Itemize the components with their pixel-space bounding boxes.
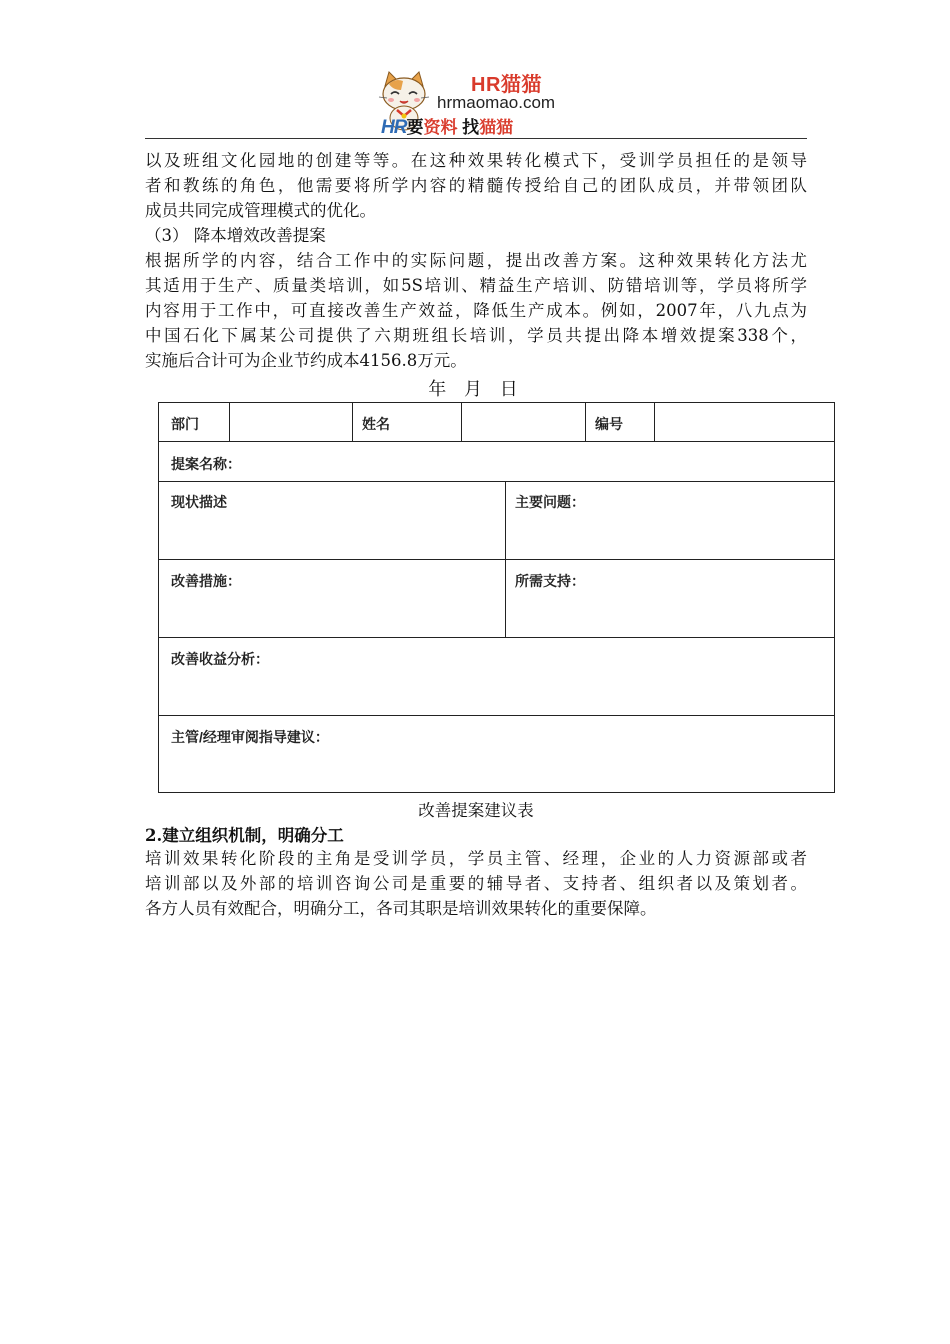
date-line: 年 月 日 xyxy=(428,379,524,400)
form-divider xyxy=(159,637,834,638)
text-line: 培训部以及外部的培训咨询公司是重要的辅导者、支持者、组织者以及策划者。 xyxy=(145,874,807,893)
text-line: 者和教练的角色，他需要将所学内容的精髓传授给自己的团队成员，并带领团队 xyxy=(145,176,807,195)
form-divider xyxy=(159,559,834,560)
section-2-heading: 2.建立组织机制，明确分工 xyxy=(145,826,344,845)
logo-title: HR猫猫 xyxy=(471,74,542,96)
text-line: 各方人员有效配合，明确分工，各司其职是培训效果转化的重要保障。 xyxy=(145,899,657,918)
form-divider xyxy=(159,715,834,716)
text-line: 其适用于生产、质量类培训，如5S培训、精益生产培训、防错培训等，学员将所学 xyxy=(145,276,807,295)
text-line: 以及班组文化园地的创建等等。在这种效果转化模式下，受训学员担任的是领导 xyxy=(145,151,807,170)
label-proposal-name: 提案名称： xyxy=(171,456,241,472)
text-line: 成员共同完成管理模式的优化。 xyxy=(145,201,376,220)
hr-maomao-logo xyxy=(377,68,577,138)
text-line: 培训效果转化阶段的主角是受训学员，学员主管、经理，企业的人力资源部或者 xyxy=(145,849,807,868)
form-divider xyxy=(505,481,506,637)
label-name: 姓名 xyxy=(362,416,390,432)
form-divider xyxy=(159,481,834,482)
logo-url: hrmaomao.com xyxy=(437,93,556,112)
form-divider xyxy=(352,403,353,441)
form-caption: 改善提案建议表 xyxy=(418,801,534,820)
label-manager-review: 主管/经理审阅指导建议： xyxy=(171,729,329,745)
logo-slogan: HR要资料 找猫猫 xyxy=(381,117,514,138)
text-line: 实施后合计可为企业节约成本4156.8万元。 xyxy=(145,351,467,370)
text-line: 根据所学的内容，结合工作中的实际问题，提出改善方案。这种效果转化方法尤 xyxy=(145,251,807,270)
label-current-status: 现状描述 xyxy=(171,494,227,510)
text-line: 内容用于工作中，可直接改善生产效益，降低生产成本。例如，2007年，八九点为 xyxy=(145,301,807,320)
form-divider xyxy=(654,403,655,441)
label-benefit: 改善收益分析： xyxy=(171,651,269,667)
label-main-problem: 主要问题： xyxy=(515,494,585,510)
subheading-3: （3） 降本增效改善提案 xyxy=(145,226,326,245)
form-divider xyxy=(229,403,230,441)
form-divider xyxy=(585,403,586,441)
label-number: 编号 xyxy=(595,416,623,432)
form-divider xyxy=(461,403,462,441)
label-dept: 部门 xyxy=(171,416,199,432)
text-line: 中国石化下属某公司提供了六期班组长培训，学员共提出降本增效提案338个， xyxy=(145,326,807,345)
improvement-proposal-form xyxy=(158,402,835,793)
label-support: 所需支持： xyxy=(515,573,585,589)
label-measures: 改善措施： xyxy=(171,573,241,589)
paragraph-3 xyxy=(145,846,807,921)
paragraph-2 xyxy=(145,248,807,373)
form-divider xyxy=(159,441,834,442)
page-header xyxy=(145,66,807,139)
paragraph-1 xyxy=(145,148,807,223)
